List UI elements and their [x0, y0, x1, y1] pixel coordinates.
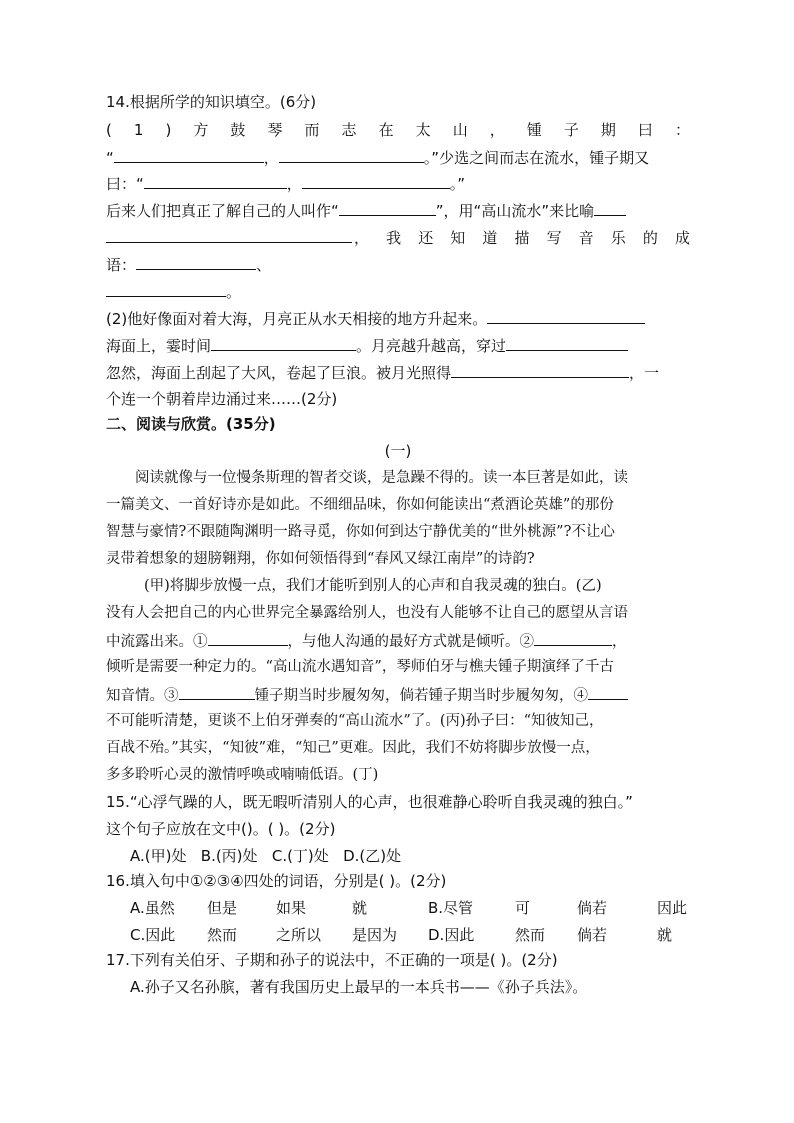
q14-line2 [106, 147, 690, 168]
text-segment: 中流露出来。① [106, 634, 208, 650]
blank-11[interactable] [506, 335, 628, 351]
comma: ， [263, 149, 279, 167]
q14-l5-char: 道 [482, 229, 498, 247]
q14-l5-char: 音 [578, 229, 594, 247]
passage-line-8: 倾听是需要一种定力的。“高山流水遇知音”，琴师伯牙与樵夫锺子期演绎了千古 [106, 659, 614, 675]
q14-p1-char: 志 [341, 121, 357, 139]
q14-l5-char: 还 [418, 229, 434, 247]
text-segment: (2)他好像面对着大海，月亮正从水天相接的地方升起来。 [106, 310, 488, 328]
q15-options: A.(甲)处 B.(丙)处 C.(丁)处 D.(乙)处 [130, 847, 402, 865]
passage-line-7 [106, 630, 690, 652]
blank-4[interactable] [302, 173, 450, 189]
passage-line-4: 灵带着想象的翅膀翱翔，你如何领悟得到“春风又绿江南岸”的诗韵? [106, 551, 535, 567]
q14-p1-char: 鼓 [230, 121, 246, 139]
text-segment: 后来人们把真正了解自己的人叫作“ [106, 202, 339, 220]
q14-p1-char: 太 [415, 121, 431, 139]
text-segment: 、 [256, 256, 272, 274]
text-segment: ，与他人沟通的最好方式就是倾听。② [287, 634, 534, 650]
q14-l5-char: 描 [514, 229, 530, 247]
q14-line6 [106, 254, 690, 275]
q15-line1: 15.“心浮气躁的人，既无暇听清别人的心声，也很难静心聆听自我灵魂的独白。” [106, 793, 633, 811]
blank-6b[interactable] [106, 227, 352, 243]
blank-9[interactable] [487, 308, 645, 324]
blank-circle-4[interactable] [588, 684, 628, 700]
blank-8[interactable] [106, 281, 226, 297]
passage-line-1: 阅读就像与一位慢条斯理的智者交谈，是急躁不得的。读一本巨著是如此，读 [135, 470, 628, 486]
q14-l5-char: 的 [642, 229, 658, 247]
passage-line-3: 智慧与豪情?不跟随陶渊明一路寻觅，你如何到达宁静优美的“世外桃源”?不让心 [106, 524, 615, 540]
q14-line4 [106, 200, 690, 221]
q14-p1-char: ： [674, 121, 690, 139]
q14-p1-char: 方 [193, 121, 209, 139]
q14-line5 [106, 227, 690, 248]
q16-option-word: B.尽管 [428, 899, 474, 917]
q14-p1-line1 [106, 120, 690, 140]
open-quote: “ [106, 149, 114, 167]
q16-option-word: 可 [515, 899, 531, 917]
q16-option-word: 如果 [276, 899, 307, 917]
blank-circle-2[interactable] [534, 630, 612, 646]
passage-line-5: (甲)将脚步放慢一点，我们才能听到别人的心声和自我灵魂的独白。(乙) [144, 578, 602, 594]
q15-line2: 这个句子应放在文中()。( )。(2分) [106, 820, 336, 838]
section2-title: 二、阅读与欣赏。(35分) [106, 415, 276, 433]
q14-p2-line4: 个连一个朝着岸边涌过来……(2分) [106, 390, 338, 408]
q14-l5-char: 知 [450, 229, 466, 247]
q16-option-word: 然而 [515, 926, 546, 944]
q14-p1-char: 琴 [267, 121, 283, 139]
text-segment: 知音情。③ [106, 688, 179, 704]
passage-line-12: 多多聆听心灵的激情呼唤或喃喃低语。(丁) [106, 767, 379, 783]
blank-1[interactable] [114, 147, 264, 163]
q14-p1-char: 曰 [637, 121, 653, 139]
q14-p2-line3 [106, 362, 690, 383]
q14-p1-char: 1 [133, 121, 144, 139]
q14-p1-char: 子 [563, 121, 579, 139]
q14-p1-char: ( [106, 121, 112, 139]
q17-option-a: A.孙子又名孙膑，著有我国历史上最早的一本兵书——《孙子兵法》。 [130, 978, 588, 996]
q14-p1-char: 锺 [526, 121, 542, 139]
q14-line3 [106, 173, 690, 194]
text-segment: ， [612, 634, 627, 650]
q14-l5-char: 写 [546, 229, 562, 247]
blank-7[interactable] [136, 254, 256, 270]
q14-p1-char: 山 [452, 121, 468, 139]
q16-option-word: 因此 [657, 899, 688, 917]
q14-line7 [106, 281, 690, 302]
comma: ， [286, 175, 302, 193]
blank-circle-3[interactable] [179, 684, 255, 700]
text-segment: 海面上，霎时间 [106, 337, 212, 355]
text-segment: ”，用“高山流水”来比喻 [435, 202, 595, 220]
passage-line-10: 不可能听清楚，更谈不上伯牙弹奏的“高山流水”了。(丙)孙子曰：“知彼知己， [106, 713, 604, 729]
q16-option-word: 倘若 [577, 926, 608, 944]
text-segment: 忽然，海面上刮起了大风，卷起了巨浪。被月光照得 [106, 364, 452, 382]
q14-l5-char: 成 [674, 229, 690, 247]
q16-option-word: 然而 [207, 926, 238, 944]
q16-title: 16.填入句中①②③④四处的词语，分别是( )。(2分) [106, 872, 447, 890]
passage-line-11: 百战不殆。”其实，“知彼”难，“知己”更难。因此，我们不妨将脚步放慢一点， [106, 740, 600, 756]
part-one-title: (一) [384, 442, 412, 460]
q14-l5-char: ， [354, 229, 370, 247]
text-segment: 。”少选之间而志在流水，锺子期又 [423, 149, 650, 167]
blank-circle-1[interactable] [208, 630, 288, 646]
text-segment: 曰：“ [106, 175, 144, 193]
q16-option-word: 之所以 [276, 926, 322, 944]
text-segment: 。月亮越升越高，穿过 [356, 337, 507, 355]
q16-option-word: 就 [657, 926, 673, 944]
text-segment: 。 [226, 283, 242, 301]
q14-p1-char: ) [165, 121, 172, 139]
q14-p1-char: 在 [378, 121, 394, 139]
blank-6a[interactable] [594, 200, 626, 216]
q16-option-word: D.因此 [428, 926, 475, 944]
q14-p2-line2 [106, 335, 690, 356]
line5-chars [352, 228, 690, 248]
passage-line-6: 没有人会把自己的内心世界完全暴露给别人，也没有人能够不让自己的愿望从言语 [106, 605, 628, 621]
q16-option-word: 倘若 [577, 899, 608, 917]
q16-option-word: 就 [352, 899, 368, 917]
q14-l5-char: 乐 [610, 229, 626, 247]
q14-p1-char: 期 [600, 121, 616, 139]
q17-title: 17.下列有关伯牙、子期和孙子的说法中，不正确的一项是( )。(2分) [106, 951, 558, 969]
text-segment: ，一 [629, 364, 660, 382]
q14-p2-line1 [106, 308, 690, 329]
text-segment: 语： [106, 256, 137, 274]
q16-option-word: 但是 [207, 899, 238, 917]
passage-line-2: 一篇美文、一首好诗亦是如此。不细细品味，你如何能读出“煮酒论英雄”的那份 [106, 497, 614, 513]
blank-3[interactable] [144, 173, 287, 189]
q16-option-word: A.虽然 [130, 899, 175, 917]
q14-l5-char: 我 [386, 229, 402, 247]
q16-option-word: C.因此 [130, 926, 176, 944]
text-segment: 。” [449, 175, 466, 193]
q14-title: 14.根据所学的知识填空。(6分) [106, 93, 317, 111]
q14-p1-char: 而 [304, 121, 320, 139]
text-segment: 锺子期当时步履匆匆，倘若锺子期当时步履匆匆，④ [254, 688, 588, 704]
blank-5[interactable] [339, 200, 436, 216]
q16-option-word: 是因为 [352, 926, 398, 944]
q14-p1-char: ， [489, 121, 505, 139]
blank-12[interactable] [451, 362, 629, 378]
blank-10[interactable] [211, 335, 356, 351]
blank-2[interactable] [279, 147, 424, 163]
passage-line-9 [106, 684, 690, 706]
